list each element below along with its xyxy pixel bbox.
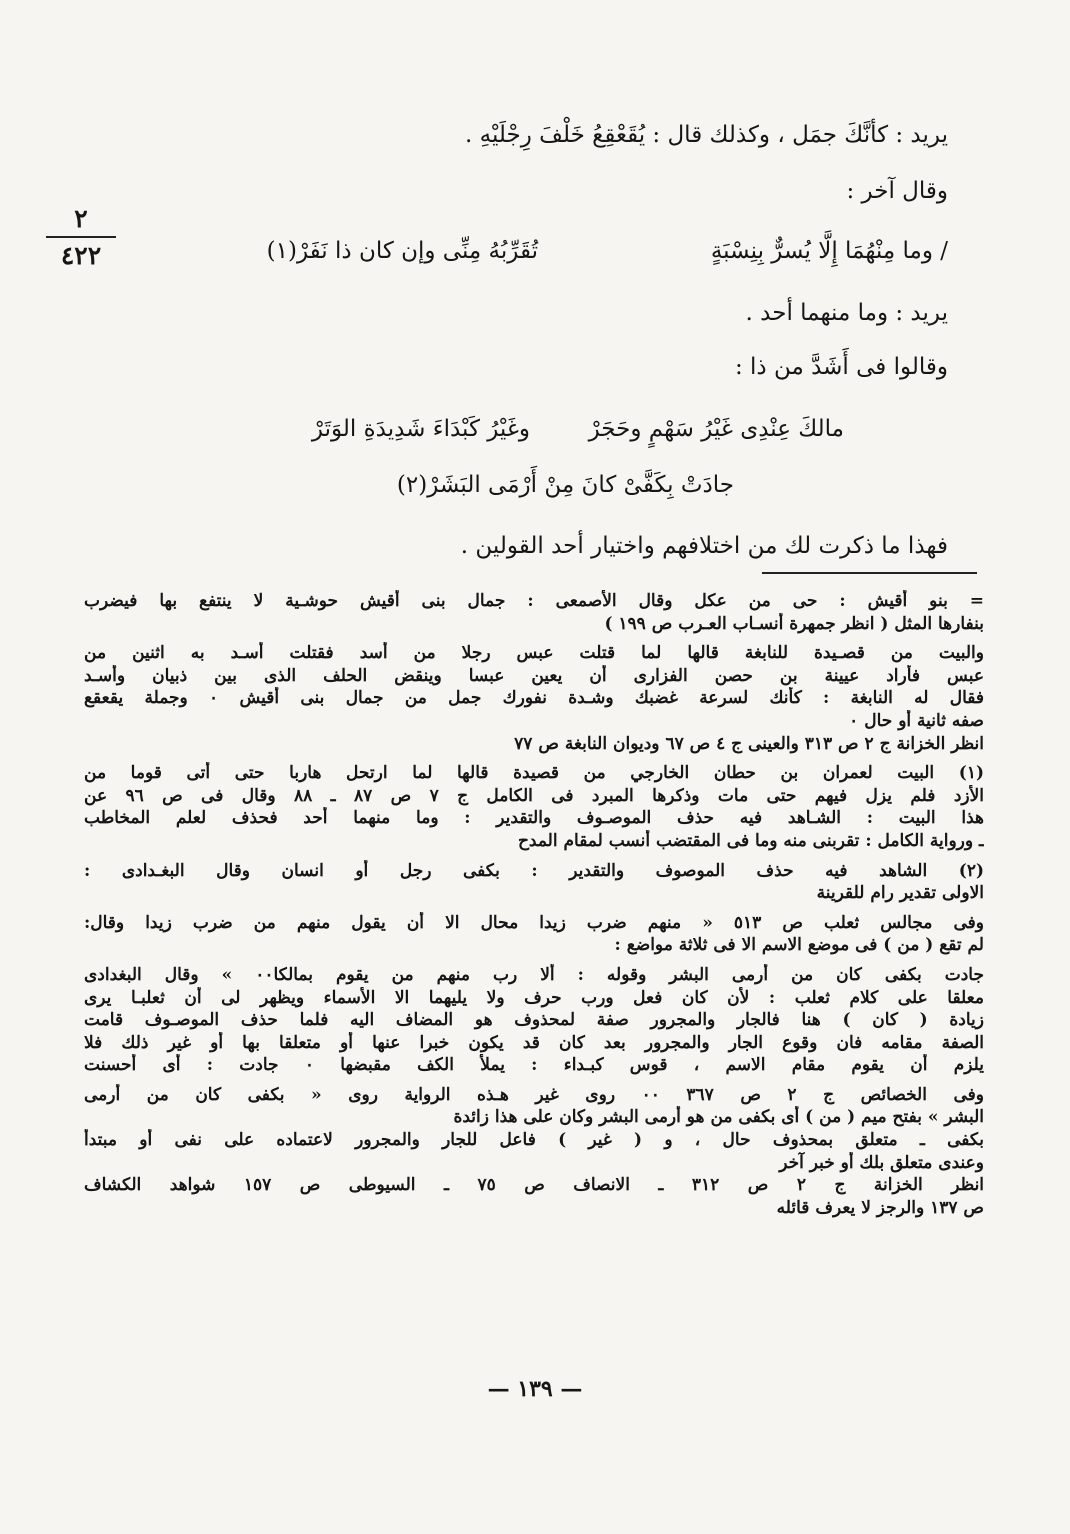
footnote-line: فقال له النابغة : كأنك لسرعة غضبك وشـدة نفورك جمل من جمال بنى أقيش ٠ وجملة يقعقع bbox=[84, 688, 984, 709]
footnote-separator bbox=[762, 572, 977, 574]
main-line: يريد : كأنَّكَ جمَل ، وكذلك قال : يُقَعْقِعُ خَلْفَ رِجْلَيْهِ . bbox=[465, 122, 948, 148]
main-line: وقالوا فى أَشَدَّ من ذا : bbox=[734, 354, 948, 380]
main-line: فهذا ما ذكرت لك من اختلافهم واختيار أحد القولين . bbox=[460, 533, 948, 559]
footnote-line: والبيت من قصـيدة للنابغة قالها لما قتلت عبس رجلا من أسد فقتلت أسـد به اثنين من bbox=[84, 643, 984, 664]
footnote-line: ـ ورواية الكامل : تقربنى منه وما فى المقتضب أنسب لمقام المدح bbox=[517, 830, 984, 851]
footnote-line: الصفة مقامه فان وقوع الجار والمجرور بعد كان قد يكون خبرا عنها أو متعلقا بها أو غير ذلك فلا bbox=[84, 1032, 984, 1053]
verse-1-second-hemistich: تُقَرِّبُهُ مِنِّى وإن كان ذا نَفَرْ(١) bbox=[266, 238, 538, 264]
footnote-line: البشر » بفتح ميم ( من ) أى بكفى من هو أرمى البشر وكان على هذا زائدة bbox=[453, 1107, 984, 1128]
verse-1-first-hemistich: / وما مِنْهُمَا إِلَّا يُسرٌّ بِنِسْبَةٍ bbox=[710, 238, 948, 264]
footnote-line: هذا البيت : الشـاهد فيه حذف الموصـوف والتقدير : وما منهما أحد فحذف لعلم المخاطب bbox=[84, 808, 984, 829]
footnote-line: ص ١٣٧ والرجز لا يعرف قائله bbox=[776, 1197, 984, 1218]
footnote-line: انظر الخزانة ج ٢ ص ٣١٢ ـ الانصاف ص ٧٥ ـ السيوطى ص ١٥٧ شواهد الكشاف bbox=[84, 1175, 984, 1196]
footnotes bbox=[84, 590, 984, 1219]
footnote-line: زيادة ( كان ) هنا فالجار والمجرور صفة لمحذوف هو المضاف اليه فلما حذف الموصـوف قامت bbox=[84, 1010, 984, 1031]
footnote-line: وعندى متعلق بلك أو خبر آخر bbox=[779, 1152, 984, 1173]
footnote-line: عبس فأراد عيينة بن حصن الفزارى أن يعين عبسا وينقض الحلف الذى بين ذبيان وأسـد bbox=[84, 665, 984, 686]
margin-folio-reference bbox=[46, 206, 116, 268]
footnote-line: يلزم أن يقوم مقام الاسم ، قوس كبـداء : يملأ الكف مقبضها ٠ جادت : أى أحسنت bbox=[84, 1055, 984, 1076]
main-line: يريد : وما منهما أحد . bbox=[745, 300, 948, 326]
footnote-line: جادت بكفى كان من أرمى البشر وقوله : ألا رب منهم من يقوم بمالكا٠٠ » وقال البغدادى bbox=[84, 964, 984, 985]
margin-folio-bottom: ٤٢٢ bbox=[60, 241, 102, 270]
page-number: — ١٣٩ — bbox=[487, 1376, 583, 1402]
verse-2-second-hemistich: وغَيْرُ كَبْدَاءَ شَدِيدَةِ الوَتَرْ bbox=[311, 416, 530, 442]
footnote-line: انظر الخزانة ج ٢ ص ٣١٣ والعينى ج ٤ ص ٦٧ وديوان النابغة ص ٧٧ bbox=[514, 733, 984, 754]
footnote-line: = بنو أقيش : حى من عكل وقال الأصمعى : جمال بنى أقيش حوشـية لا ينتفع بها فيضرب bbox=[84, 591, 984, 611]
margin-folio-top: ٢ bbox=[46, 206, 116, 238]
footnote-line: معلقا على كلام ثعلب : لأن كان فعل ورب حرف ولا يليهما الا الأسماء ويظهر لى أن ثعلبـا يرى bbox=[84, 987, 984, 1008]
footnote-line: (٢) الشاهد فيه حذف الموصوف والتقدير : بكفى رجل أو انسان وقال البغـدادى : bbox=[84, 860, 984, 881]
footnote-line: وفى مجالس ثعلب ص ٥١٣ « منهم ضرب زيدا محال الا أن يقول منهم من ضرب زيدا وقال: bbox=[84, 912, 984, 933]
footnote-line: (١) البيت لعمران بن حطان الخارجي من قصيدة قالها لما ارتحل هاربا حتى أتى قوما من bbox=[84, 763, 984, 784]
verse-2-last-line: جادَتْ بِكَفَّىْ كانَ مِنْ أَرْمَى البَشَرْ(٢) bbox=[396, 472, 734, 498]
footnote-line: الاولى تقدير رام للقرينة bbox=[816, 883, 984, 904]
footnote-line: صفه ثانية أو حال ٠ bbox=[849, 710, 984, 731]
footnote-line: لم تقع ( من ) فى موضع الاسم الا فى ثلاثة مواضع : bbox=[614, 935, 984, 956]
footnote-line: بنفارها المثل ( انظر جمهرة أنسـاب العـرب ص ١٩٩ ) bbox=[604, 613, 984, 634]
footnote-line: الأزد فلم يزل فيهم حتى مات وذكرها المبرد فى الكامل ج ٧ ص ٨٧ ـ ٨٨ وقال فى ص ٩٦ عن bbox=[84, 785, 984, 806]
verse-2-first-hemistich: مالكَ عِنْدِى غَيْرُ سَهْمٍ وحَجَرْ bbox=[588, 416, 844, 442]
main-line: وقال آخر : bbox=[846, 178, 948, 204]
footnote-line: وفى الخصائص ج ٢ ص ٣٦٧ ٠٠ روى غير هـذه الرواية روى « بكفى كان من أرمى bbox=[84, 1084, 984, 1105]
footnote-line: بكفى ـ متعلق بمحذوف حال ، و ( غير ) فاعل للجار والمجرور لاعتماده على نفى أو مبتدأ bbox=[84, 1130, 984, 1151]
